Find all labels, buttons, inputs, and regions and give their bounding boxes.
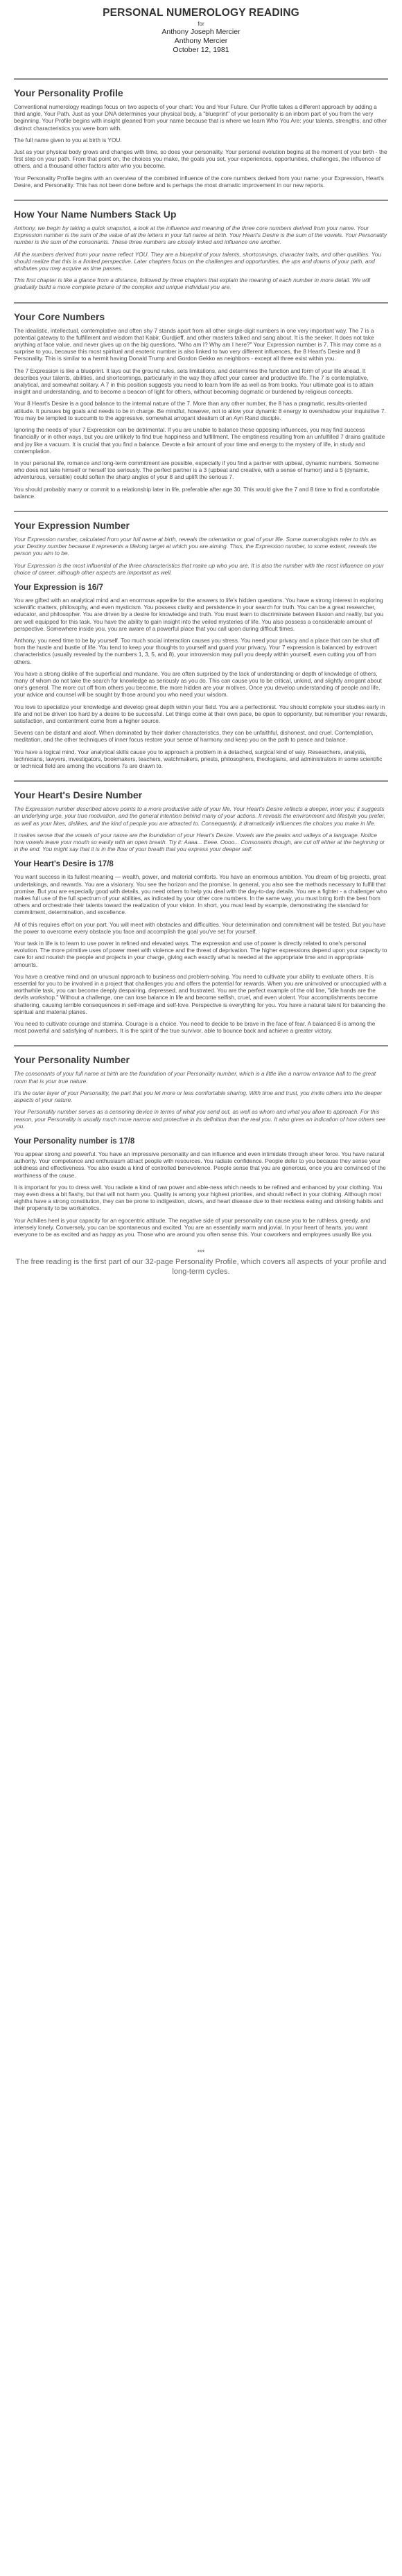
paragraph: All of this requires effort on your part. You will meet with obstacles and difficulties. Your determination and commitment will be tested. But you have the power to overcome every obstacle you face and accomplish the goal you've set for yourself. [14,920,386,935]
paragraph: Your Personality Profile begins with an overview of the combined influence of the core numbers derived from your name: your Expression, Heart's Desire, and Personality. This has not been done before and is perhaps the most dramatic improvement in our new reports. [14,174,384,189]
section-divider [14,302,388,304]
section-title: Your Personality Number [14,1054,130,1066]
current-name: Anthony Mercier [174,37,228,45]
number-title: Your Personality number is 17/8 [14,1137,135,1146]
intro-paragraph: It makes sense that the vowels of your name are the foundation of your Heart's Desire. Vowels are the peaks and valleys of a language. Notice how vowels leave your mouth so easily with an open breath. Try it: Aaaa... Eeee. Oooo... Consonants though, are cut off either at the beginning or in the end. You might say that it is in the flow of your breath that you express your deeper self. [14,831,385,853]
reading-header [14,6,388,55]
paragraph: Your 8 Heart's Desire is a good balance to the internal nature of the 7. More than any other number, the 8 has a pragmatic, results-oriented attitude. It pursues big goals and needs to be in charge. Be mindful, however, not to allow your dynamic 8 energy to overshadow your inquisitive 7. You may be tempted to succumb to the aggressive, somewhat arrogant idealism of an Ayn Rand disciple. [14,400,386,421]
section-hearts-desire [14,789,388,1034]
page-title: PERSONAL NUMEROLOGY READING [103,7,299,19]
paragraph: You love to specialize your knowledge and develop great depth within your field. You are a perfectionist. You should complete your studies early in life and not be driven too hard by a desire to be successful. Let things come at their own pace, be open to opportunity, but remember your rewards, satisfaction, and contentment come from a higher source. [14,703,387,724]
intro-paragraph: The Expression number described above points to a more productive side of your life. Your Heart's Desire reflects a deeper, inner you; it suggests an underlying urge, your true motivation, and the general intention behind many of your actions. It reveals the environment and lifestyle you prefer, as well as your likes, dislikes, and the kind of people you are attracted to. Consequently, it dramatically influences the choices you make in life. [14,805,385,827]
section-core-numbers [14,311,388,500]
section-personality [14,1054,388,1238]
reading-page [14,0,388,1277]
section-name-numbers [14,209,388,291]
section-expression [14,520,388,769]
birth-date: October 12, 1981 [173,46,229,54]
section-divider [14,1045,388,1046]
paragraph: Your task in life is to learn to use power in refined and elevated ways. The expression and use of power is directly related to one's personal evolution. The more primitive uses of power meet with violence and the threat of deprivation. The higher expressions depend upon your capacity to care for and nourish the people and projects in your charge, giving each exactly what is needed at the appropriate time and in appropriate amounts. [14,940,387,968]
section-title: How Your Name Numbers Stack Up [14,209,177,220]
paragraph: You need to cultivate courage and stamina. Courage is a choice. You need to decide to be brave in the face of fear. A balanced 8 is among the most powerful and satisfying of numbers. It is the spirit of the true survivor, able to bounce back and achieve a greater victory. [14,1020,376,1035]
intro-paragraph: Your Personality number serves as a censoring device in terms of what you send out, as well as whom and what you allow to approach. For this reason, your Personality is usually much more narrow and protective in its definition than the real you. It also gives an indication of how others see you. [14,1108,385,1130]
paragraph: Sevens can be distant and aloof. When dominated by their darker characteristics, they can be unfaithful, dishonest, and cruel. Contemplation, meditation, and the other techniques of inner focus restore your sense of harmony and keep you on the path to peace and balance. [14,729,374,744]
paragraph: You appear strong and powerful. You have an impressive personality and can influence and even intimidate through sheer force. You have natural authority. Your competence and enthusiasm attract people with resources. You radiate confidence. People defer to you because they sense your solidness and effectiveness. You also exude a kind of controlled benevolence. People sense that you are generous, once you are convinced of the worthiness of the cause. [14,1150,386,1179]
paragraph: Anthony, you need time to be by yourself. Too much social interaction causes you stress. You need your privacy and a place that can be shut off from the hustle and bustle of life. You tend to keep your thoughts to yourself and guard your privacy. Your 7 expression is balanced by extrovert characteristics (usually revealed by the numbers 1, 3, 5, and 8), your introversion may pull you deeply within yourself, even cutting you off from others. [14,636,380,665]
paragraph: Ignoring the needs of your 7 Expression can be detrimental. If you are unable to balance these opposing influences, you may find success financially or in other ways, but you are unlikely to find true happiness and fulfillment. The emptiness resulting from an unfulfilled 7 drains gratitude and joy like a vacuum. It is crucial that you find a balance. Devote a fair amount of your time and energy to the mystery of life, in study and contemplation. [14,426,385,455]
full-birth-name: Anthony Joseph Mercier [161,28,241,36]
paragraph: It is important for you to dress well. You radiate a kind of raw power and able-ness which needs to be refined and enhanced by your clothing. You may even dress a bit flashy, but that will not harm you. Quality is among your highest priorities, and should reflect in your clothing. Although most eighths have a strong constitution, they can be prone to indigestion, ulcers, and heart disease due to their reckless eating and drinking habits and their propensity to be workaholics. [14,1183,383,1212]
paragraph: Just as your physical body grows and changes with time, so does your personality. Your personal evolution begins at the moment of your birth - the first step on your path. From that point on, the choices you make, the goals you set, your experiences, opportunities, challenges, the influence of others, and a thousand other factors alter who you become. [14,148,387,170]
paragraph: Your Achilles heel is your capacity for an egocentric attitude. The negative side of your personality can cause you to be ruthless, greedy, and intensely lonely. Conversely, you can be spontaneous and excited. You are an essentially warm and jovial. In your heart of hearts, you want everyone to be as excited and as happy as you. Those who are around you often sense this. Your coworkers and employees usually like you. [14,1216,373,1238]
section-divider [14,78,388,80]
section-title: Your Personality Profile [14,87,123,98]
footer-note: The free reading is the first part of our 32-page Personality Profile, which covers all aspects of your profile and long-term cycles. [15,1258,387,1276]
intro-paragraph: The consonants of your full name at birth are the foundation of your Personality number, which is a little like a narrow entrance hall to the great room that is your true nature. [14,1070,376,1085]
section-divider [14,511,388,512]
number-title: Your Expression is 16/7 [14,583,103,592]
intro-paragraph: All the numbers derived from your name reflect YOU. They are a blueprint of your talents, shortcomings, character traits, and other qualities. You should realize that this is a limited perspective. Later chapters focus on the challenges and opportunities, the ups and downs of your path, and attributes you may acquire as time passes. [14,250,382,272]
paragraph: You have a logical mind. Your analytical skills cause you to approach a problem in a detached, surgical kind of way. Researchers, analysts, technicians, lawyers, investigators, bookmakers, teachers, watchmakers, priests, philosophers, theologians, and administrators in some scientific or technical field are among the vocations 7s are drawn to. [14,748,383,769]
paragraph: You have a strong dislike of the superficial and mundane. You are often surprised by the lack of understanding or depth of knowledge of others, many of whom do not take the search for knowledge as seriously as you do. This can cause you to be critical, unkind, and slightly arrogant about one's general. The more cut off from others you become, the more hidden are your motives. Once you develop understanding of people and life, your advice and counsel will be sought by those around you who need your wisdom. [14,669,382,699]
section-title: Your Heart's Desire Number [14,789,143,801]
paragraph: You should probably marry or commit to a relationship later in life, preferable after age 30. This would give the 7 and 8 time to find a comfortable balance. [14,485,380,500]
paragraph: The 7 Expression is like a blueprint. It lays out the ground rules, sets limitations, and determines the function and form of your life ahead. It describes your talents, abilities, and shortcomings, particularly in the way they affect your career and productive life. The 7 is contemplative, analytical, and somewhat solitary. A 7 in this position suggests you need to learn from life as well as from books. Your ultimate goal is to attain insight and understanding, and to become a beacon of light for others, without becoming dogmatic or burdened by religious concepts. [14,367,374,396]
paragraph: You are gifted with an analytical mind and an enormous appetite for the answers to life's hidden questions. You have a strong interest in exploring scientific matters, philosophy, and even mysticism. You possess clarity and persistence in your search for truth. You can be a great researcher, educator, and philosopher. You are driven by a desire for knowledge and truth. You must learn to discriminate between illusion and reality, but you are well equipped for this task. You have the ability to gain insight into the veiled mysteries of life. You also possess a considerable amount of perspective. Somewhere inside you, you are aware of a powerful place that you call upon during difficult times. [14,596,384,632]
separator-stars: *** [197,1249,205,1256]
paragraph: In your personal life, romance and long-term commitment are possible, especially if you find a partner with upbeat, dynamic numbers. Someone who does not take himself or herself too seriously. The perfect partner is a 3 (upbeat and creative, with a sense of humor) and a 5 (dynamic, adventurous, versatile) could soften the sharp angles of your 8 and uplift the serious 7. [14,459,379,481]
section-personality-profile [14,87,388,189]
paragraph: You have a creative mind and an unusual approach to business and problem-solving. You need to cultivate your ability to evaluate others. It is essential for you to be involved in a project that challenges you and offers the potential for rewards. When you are uninvolved or unoccupied with a worthwhile task, you can become deeply despairing, depressed, and frustrated. You are the perfect example of the old line, "idle hands are the devils workshop." Without a challenge, one can lose balance in life and become selfish, cruel, and even violent. Your accomplishments become shattering, causing terrible consequences in self-image and self-love. Perspective is everything for you. You have a natural talent for balancing the spiritual and material planes. [14,972,387,1015]
intro-paragraph: Your Expression is the most influential of the three characteristics that make up who you are. It is also the number with the most influence on your choice of career, although other aspects are important as well. [14,561,384,576]
paragraph: Conventional numerology readings focus on two aspects of your chart: You and Your Future. Our Profile takes a different approach by adding a third angle, Your Path. Just as your DNA determines your physical body, a "blueprint" of your personality is an inborn part of you from the very beginning. Your Profile begins with insight gleaned from your name because that is where we learn Who You Are: your talents, strengths, and other distinct characteristics you were born with. [14,103,387,132]
intro-paragraph: It's the outer layer of your Personality, the part that you let more or less comfortable sharing. With time and trust, you invite others into the deeper aspects of your nature. [14,1089,383,1104]
intro-paragraph: Anthony, we begin by taking a quick snapshot, a look at the influence and meaning of the three core numbers derived from your name. Your Expression number is the sum of the value of all the letters in your full name at birth. Your Heart's Desire is the sum of the vowels. Your Personality number is the sum of the consonants. These three numbers are closely linked and influence one another. [14,225,387,246]
for-label: for [198,21,204,27]
section-title: Your Expression Number [14,519,130,531]
section-divider [14,780,388,782]
paragraph: You want success in its fullest meaning — wealth, power, and material comforts. You have an enormous ambition. You dream of big projects, great undertakings, and rewards. You are a visionary. You see the horizon and the promise. In general, you also see the methods necessary to fulfill that promise. But you are especially good with details, you need others to help you deal with the day-to-day details. You are a fighter - a challenger who makes full use of the full spectrum of your abilities, as indicated by your other core numbers. In the same way, you must bring forth the best from others and orchestrate their talents toward the realization of your vision. In short, you must lead by example, demonstrating the standard for commitment, determination, and excellence. [14,873,387,916]
intro-paragraph: Your Expression number, calculated from your full name at birth, reveals the orientation or goal of your life. Some numerologists refer to this as your Destiny number because it represents a lifelong target at which you are aiming. Thus, the Expression number, to some extent, reveals the person you aim to be. [14,535,377,557]
number-title: Your Heart's Desire is 17/8 [14,860,114,869]
paragraph: The full name given to you at birth is YOU. [14,136,122,143]
section-divider [14,200,388,201]
intro-paragraph: This first chapter is like a glance from a distance, followed by three chapters that explain the meaning of each number in more detail. We will gradually build a more complete picture of the complex and unique individual you are. [14,277,371,291]
paragraph: The idealistic, intellectual, contemplative and often shy 7 stands apart from all other single-digit numbers in one very important way. The 7 is a potential gateway to the fulfillment and wisdom that Kabir, Gurdjieff, and other masters talked and sang about. It is the seeker. It does not take anything at face value, and never gives up on the big questions, "Who am I? Why am I here?" Your Expression number is 7. This may come as a surprise to you, because this most spiritual and esoteric number is also linked to two very different influences, the 8 Heart's Desire and 8 Personality. This is similar to a hermit having Donald Trump and Gordon Gekko as neighbors - except all three exist within you. [14,326,382,362]
section-title: Your Core Numbers [14,310,105,322]
